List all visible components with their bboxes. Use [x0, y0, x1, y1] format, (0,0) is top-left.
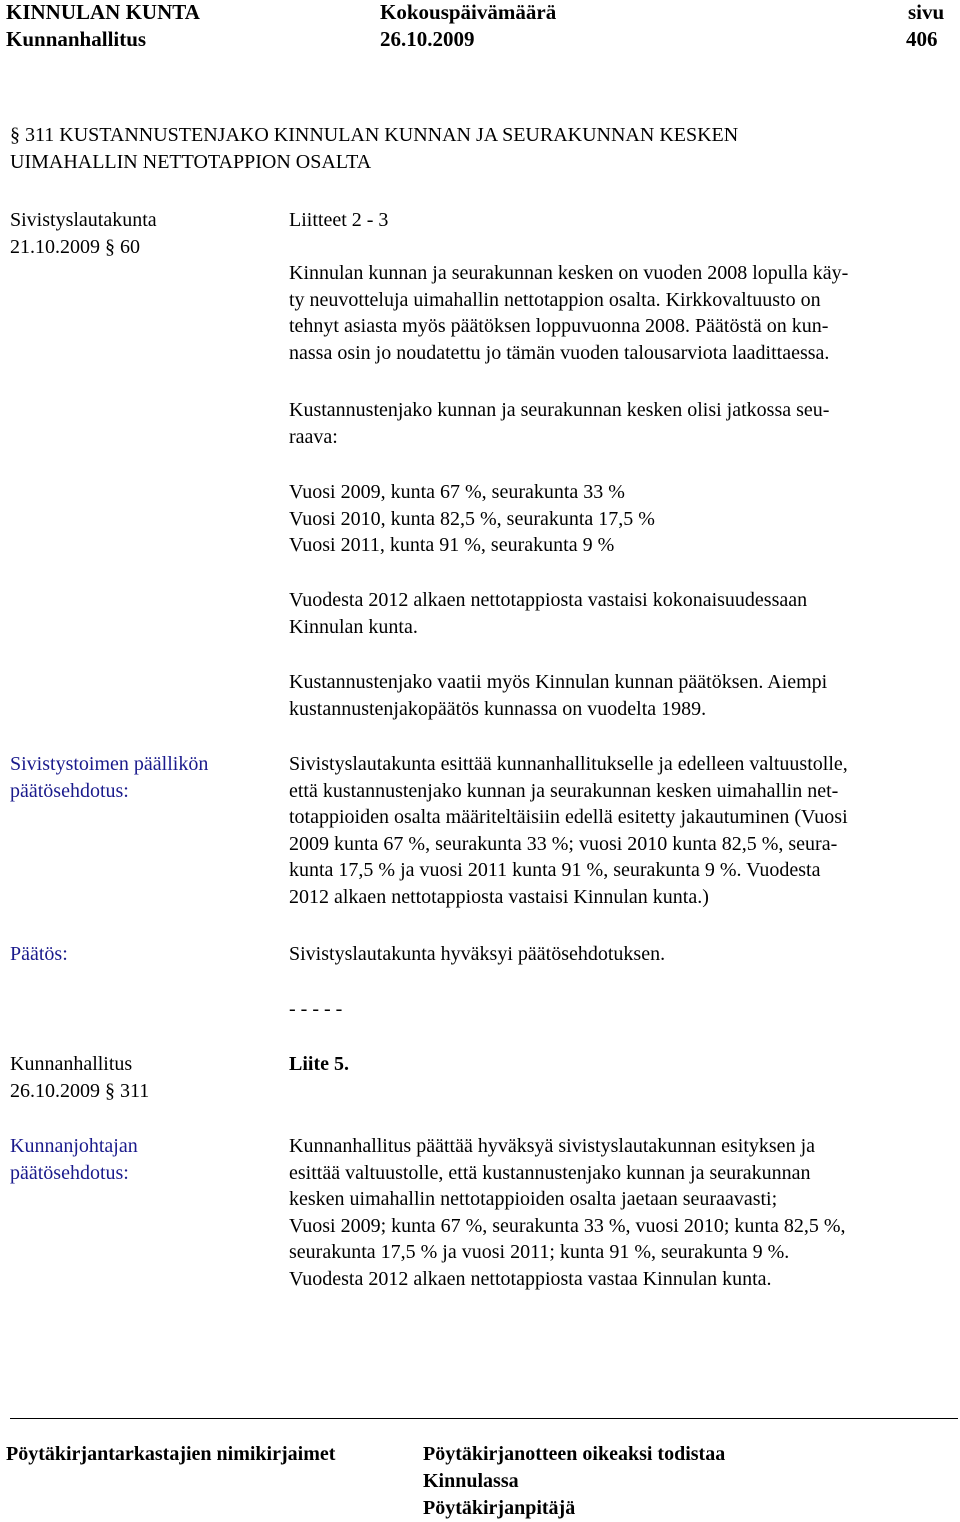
text-line: nassa osin jo noudatettu jo tämän vuoden talousarviota laadittaessa. [289, 341, 830, 364]
proposal-1-label-line-1: Sivistystoimen päällikön [10, 753, 209, 775]
council-ref: 26.10.2009 § 311 [10, 1080, 150, 1102]
text-line: kunta 17,5 % ja vuosi 2011 kunta 91 %, seurakunta 9 %. Vuodesta [289, 859, 821, 881]
proposal-2-text [289, 1133, 846, 1292]
text-line: Sivistyslautakunta esittää kunnanhallitukselle ja edelleen valtuustolle, [289, 753, 848, 775]
text-line: kustannustenjakopäätös kunnassa on vuodelta 1989. [289, 697, 707, 720]
text-line: totappioiden osalta määriteltäisiin edellä esitetty jakautuminen (Vuosi [289, 806, 848, 828]
body-paragraph-4 [289, 669, 827, 722]
text-line: Kinnulan kunnan ja seurakunnan kesken on vuoden 2008 lopulla käy- [289, 262, 849, 284]
text-line: Vuodesta 2012 alkaen nettotappiosta vastaa Kinnulan kunta. [289, 1267, 772, 1290]
list-item: Vuosi 2009, kunta 67 %, seurakunta 33 % [289, 481, 625, 503]
text-line: kesken uimahallin nettotappioiden osalta jaetaan seuraavasti; [289, 1188, 778, 1210]
proposal-1-text [289, 751, 848, 910]
text-line: ty neuvotteluja uimahallin nettotappion osalta. Kirkkovaltuusto on [289, 288, 821, 311]
text-line: Kustannustenjako kunnan ja seurakunnan kesken olisi jatkossa seu- [289, 399, 830, 421]
header-page-label: sivu [908, 0, 945, 24]
section-title-line-1: § 311 KUSTANNUSTENJAKO KINNULAN KUNNAN JA SEURAKUNNAN KESKEN [10, 124, 739, 146]
text-line: Vuodesta 2012 alkaen nettotappiosta vastaisi kokonaisuudessaan [289, 589, 808, 611]
header-date: 26.10.2009 [380, 27, 475, 51]
body-paragraph-3 [289, 587, 807, 640]
footer-right-line-1: Pöytäkirjanotteen oikeaksi todistaa [423, 1443, 726, 1465]
text-line: 2009 kunta 67 %, seurakunta 33 %; vuosi 2010 kunta 82,5 %, seura- [289, 832, 838, 855]
text-line: raava: [289, 425, 338, 448]
text-line: Vuosi 2009; kunta 67 %, seurakunta 33 %, vuosi 2010; kunta 82,5 %, [289, 1214, 846, 1237]
text-line: esittää valtuustolle, että kustannustenjako kunnan ja seurakunnan [289, 1161, 811, 1184]
year-list [289, 479, 655, 559]
proposal-2-label-line-1: Kunnanjohtajan [10, 1135, 138, 1157]
list-item: Vuosi 2010, kunta 82,5 %, seurakunta 17,5 % [289, 507, 655, 530]
decision-1-text: Sivistyslautakunta hyväksyi päätösehdotuksen. [289, 943, 666, 965]
board-name: Sivistyslautakunta [10, 209, 157, 231]
footer-left: Pöytäkirjantarkastajien nimikirjaimet [6, 1443, 336, 1465]
board-ref: 21.10.2009 § 60 [10, 236, 140, 258]
header-org: KINNULAN KUNTA [6, 0, 200, 24]
text-line: tehnyt asiasta myös päätöksen loppuvuonna 2008. Päätöstä on kun- [289, 315, 829, 337]
text-line: 2012 alkaen nettotappiosta vastaisi Kinnulan kunta.) [289, 885, 709, 908]
body-paragraph-2 [289, 397, 829, 450]
footer-right-line-2: Kinnulassa [423, 1470, 519, 1492]
header-page-number: 406 [906, 27, 938, 51]
section-title-line-2: UIMAHALLIN NETTOTAPPION OSALTA [10, 151, 372, 173]
header-body: Kunnanhallitus [6, 27, 147, 51]
separator: - - - - - [289, 998, 343, 1020]
council-body: Kunnanhallitus [10, 1053, 133, 1075]
attachments: Liitteet 2 - 3 [289, 209, 389, 231]
text-line: että kustannustenjako kunnan ja seurakunnan kesken uimahallin net- [289, 779, 839, 802]
text-line: Kustannustenjako vaatii myös Kinnulan kunnan päätöksen. Aiempi [289, 671, 828, 693]
body-paragraph-1 [289, 260, 848, 366]
text-line: Kinnulan kunta. [289, 615, 418, 638]
text-line: Kunnanhallitus päättää hyväksyä sivistyslautakunnan esityksen ja [289, 1135, 815, 1157]
footer-right-line-3: Pöytäkirjanpitäjä [423, 1497, 576, 1519]
list-item: Vuosi 2011, kunta 91 %, seurakunta 9 % [289, 534, 615, 556]
proposal-1-label-line-2: päätösehdotus: [10, 780, 129, 802]
footer-divider [10, 1418, 958, 1419]
decision-1-label: Päätös: [10, 943, 68, 965]
text-line: seurakunta 17,5 % ja vuosi 2011; kunta 91 %, seurakunta 9 %. [289, 1241, 790, 1263]
council-attachment: Liite 5. [289, 1053, 349, 1075]
proposal-2-label-line-2: päätösehdotus: [10, 1162, 129, 1184]
header-date-label: Kokouspäivämäärä [380, 0, 557, 24]
